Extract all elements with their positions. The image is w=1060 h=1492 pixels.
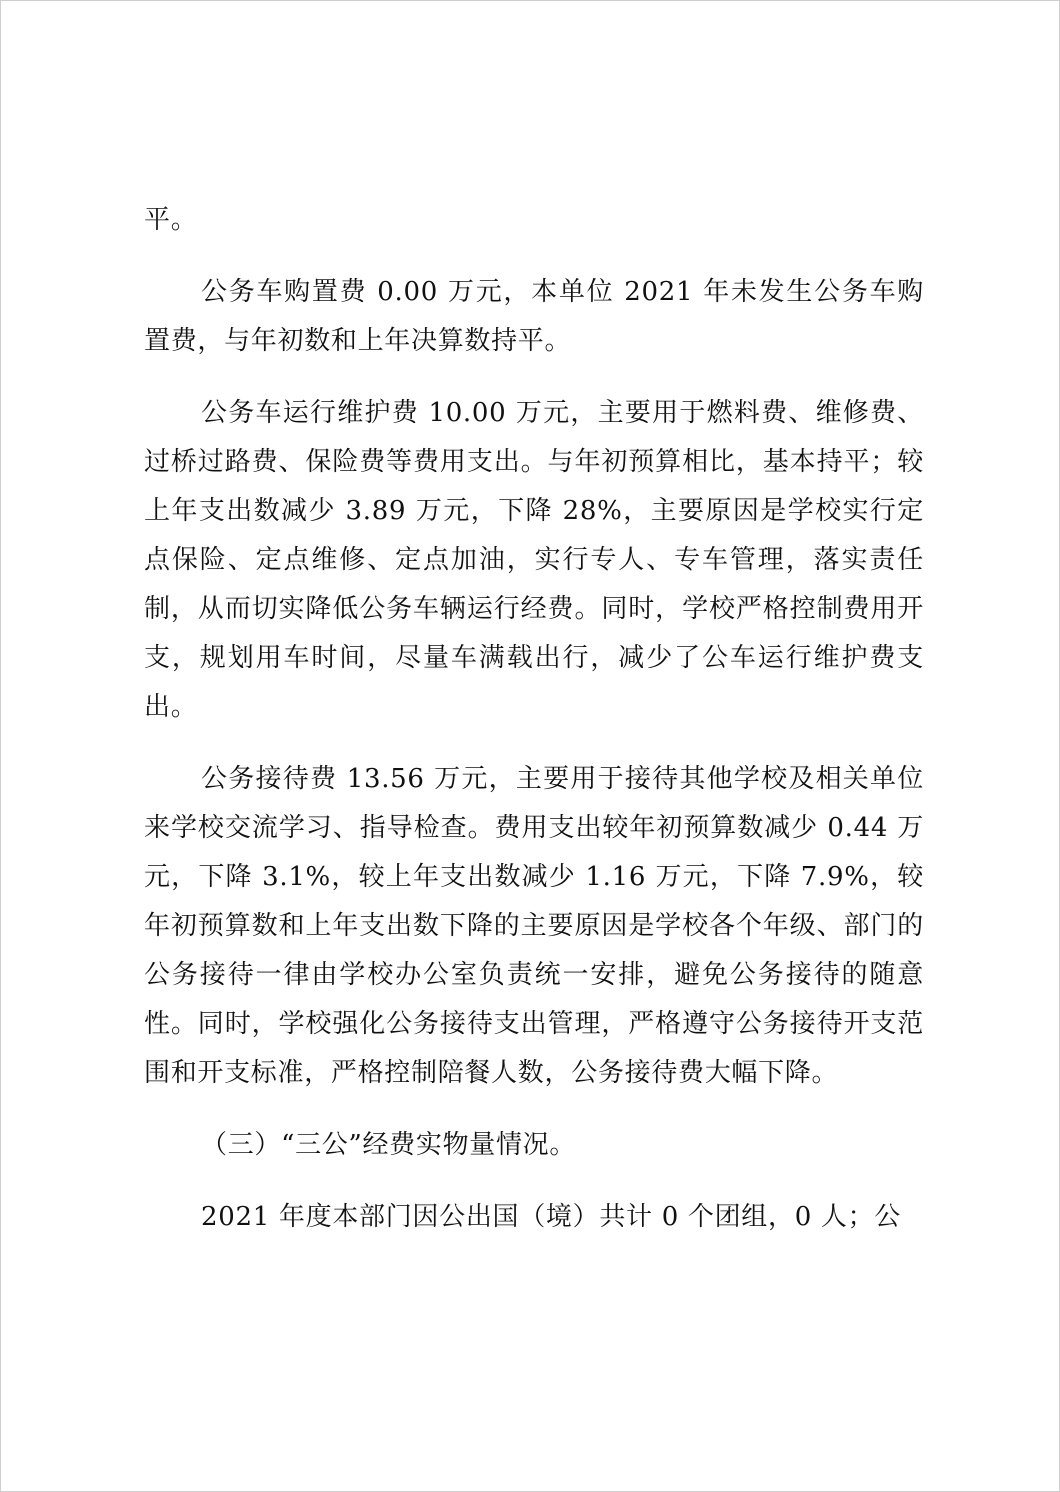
section-heading-three-public: （三）“三公”经费实物量情况。 <box>201 1130 577 1160</box>
document-body <box>144 196 924 1242</box>
paragraph-continuation: 平。 <box>144 205 198 235</box>
paragraph-overseas-trips: 2021 年度本部门因公出国（境）共计 0 个团组，0 人；公 <box>201 1202 902 1232</box>
paragraph-vehicle-maintenance: 公务车运行维护费 10.00 万元，主要用于燃料费、维修费、过桥过路费、保险费等费用支出。与年初预算相比，基本持平；较上年支出数减少 3.89 万元，下降 28%，主要原因是学校实行定点保险、定点维修、定点加油，实行专人、专车管理，落实责任制，从而切实降低公务车辆运行经费。同时，学校严格控制费用开支，规划用车时间，尽量车满载出行，减少了公车运行维护费支出。 <box>144 398 924 722</box>
paragraph-vehicle-purchase: 公务车购置费 0.00 万元，本单位 2021 年未发生公务车购置费，与年初数和上年决算数持平。 <box>144 277 924 356</box>
paragraph-official-reception: 公务接待费 13.56 万元，主要用于接待其他学校及相关单位来学校交流学习、指导检查。费用支出较年初预算数减少 0.44 万元，下降 3.1%，较上年支出数减少 1.16 万元，下降 7.9%，较年初预算数和上年支出数下降的主要原因是学校各个年级、部门的公务接待一律由学校办公室负责统一安排，避免公务接待的随意性。同时，学校强化公务接待支出管理，严格遵守公务接待开支范围和开支标准，严格控制陪餐人数，公务接待费大幅下降。 <box>144 764 924 1088</box>
